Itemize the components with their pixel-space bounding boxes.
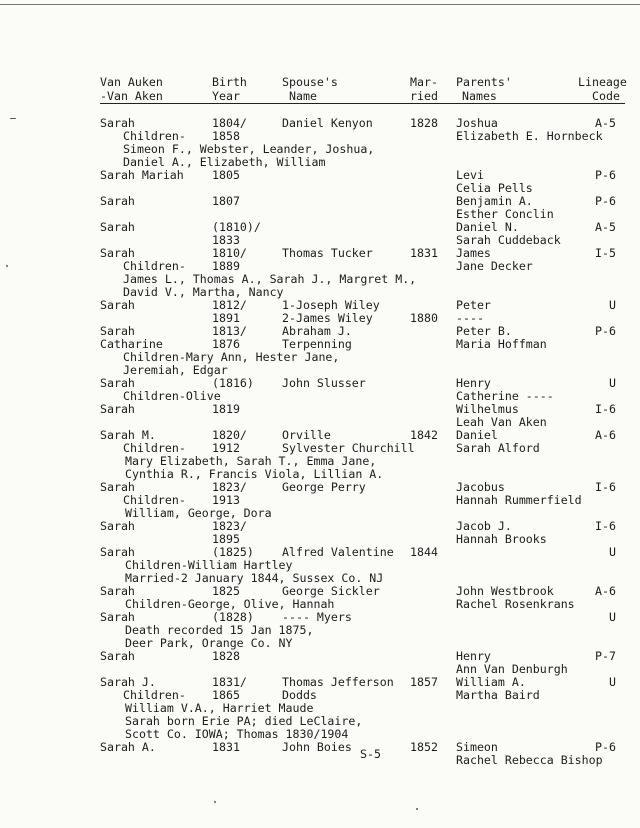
name-cell: Sarah bbox=[100, 584, 135, 598]
name-cell: Daniel A., Elizabeth, William bbox=[123, 155, 326, 169]
birth-year-cell: 1805 bbox=[212, 168, 240, 182]
parents-cell: Leah Van Aken bbox=[456, 415, 547, 429]
table-row bbox=[0, 624, 640, 637]
birth-year-cell: 1912 bbox=[212, 441, 240, 455]
birth-year-cell: 1823/ bbox=[212, 480, 247, 494]
header-underline bbox=[100, 103, 625, 104]
parents-cell: Benjamin A. bbox=[456, 194, 533, 208]
name-cell: Children- bbox=[123, 688, 186, 702]
parents-cell: Daniel N. bbox=[456, 220, 519, 234]
lineage-code-cell: U bbox=[609, 675, 616, 689]
spouse-cell: Terpenning bbox=[282, 337, 352, 351]
name-cell: Sarah bbox=[100, 480, 135, 494]
parents-cell: Ann Van Denburgh bbox=[456, 662, 568, 676]
parents-cell: Peter bbox=[456, 298, 491, 312]
birth-year-cell: 1810/ bbox=[212, 246, 247, 260]
name-cell: Sarah bbox=[100, 649, 135, 663]
lineage-code-cell: P-6 bbox=[595, 194, 616, 208]
name-cell: Sarah bbox=[100, 324, 135, 338]
spouse-cell: Daniel Kenyon bbox=[282, 116, 373, 130]
name-cell: Mary Elizabeth, Sarah T., Emma Jane, bbox=[125, 454, 377, 468]
lineage-code-cell: P-6 bbox=[595, 324, 616, 338]
parents-cell: Celia Pells bbox=[456, 181, 533, 195]
spouse-cell: Abraham J. bbox=[282, 324, 352, 338]
name-cell: Sarah bbox=[100, 194, 135, 208]
header-birth-line1: Birth bbox=[212, 75, 247, 89]
parents-cell: Hannah Rummerfield bbox=[456, 493, 582, 507]
name-cell: Children-Olive bbox=[123, 389, 221, 403]
lineage-code-cell: U bbox=[609, 610, 616, 624]
birth-year-cell: 1876 bbox=[212, 337, 240, 351]
parents-cell: John Westbrook bbox=[456, 584, 554, 598]
lineage-code-cell: I-6 bbox=[595, 519, 616, 533]
name-cell: Sarah bbox=[100, 376, 135, 390]
top-border-line bbox=[0, 4, 640, 5]
birth-year-cell: 1858 bbox=[212, 129, 240, 143]
parents-cell: Martha Baird bbox=[456, 688, 540, 702]
table-row bbox=[0, 611, 640, 624]
header-spouse-line2: Name bbox=[289, 89, 317, 103]
name-cell: Children- bbox=[123, 441, 186, 455]
parents-cell: William A. bbox=[456, 675, 526, 689]
birth-year-cell: 1804/ bbox=[212, 116, 247, 130]
lineage-code-cell: I-5 bbox=[595, 246, 616, 260]
parents-cell: Sarah Cuddeback bbox=[456, 233, 561, 247]
table-row bbox=[0, 182, 640, 195]
header-spouse-line1: Spouse's bbox=[282, 75, 338, 89]
lineage-code-cell: A-6 bbox=[595, 428, 616, 442]
table-row bbox=[0, 390, 640, 403]
parents-cell: Jacobus bbox=[456, 480, 505, 494]
name-cell: Sarah bbox=[100, 246, 135, 260]
birth-year-cell: 1812/ bbox=[212, 298, 247, 312]
name-cell: Sarah bbox=[100, 298, 135, 312]
parents-cell: James bbox=[456, 246, 491, 260]
parents-cell: Levi bbox=[456, 168, 484, 182]
married-year-cell: 1828 bbox=[410, 116, 438, 130]
birth-year-cell: 1913 bbox=[212, 493, 240, 507]
name-cell: Sarah bbox=[100, 519, 135, 533]
name-cell: Deer Park, Orange Co. NY bbox=[125, 636, 293, 650]
birth-year-cell: 1895 bbox=[212, 532, 240, 546]
table-row bbox=[0, 169, 640, 182]
birth-year-cell: 1807 bbox=[212, 194, 240, 208]
birth-year-cell: 1831/ bbox=[212, 675, 247, 689]
birth-year-cell: 1825 bbox=[212, 584, 240, 598]
name-cell: Children- bbox=[123, 493, 186, 507]
name-cell: Sarah J. bbox=[100, 675, 156, 689]
spouse-cell: 1-Joseph Wiley bbox=[282, 298, 380, 312]
spouse-cell: ---- Myers bbox=[282, 610, 352, 624]
table-row bbox=[0, 546, 640, 559]
lineage-code-cell: U bbox=[609, 376, 616, 390]
name-cell: William, George, Dora bbox=[125, 506, 272, 520]
parents-cell: Peter B. bbox=[456, 324, 512, 338]
name-cell: Sarah M. bbox=[100, 428, 156, 442]
name-cell: Sarah born Erie PA; died LeClaire, bbox=[125, 714, 363, 728]
header-birth-line2: Year bbox=[212, 89, 240, 103]
birth-year-cell: 1820/ bbox=[212, 428, 247, 442]
parents-cell: Elizabeth E. Hornbeck bbox=[456, 129, 603, 143]
birth-year-cell: (1828) bbox=[212, 610, 254, 624]
married-year-cell: 1842 bbox=[410, 428, 438, 442]
married-year-cell: 1852 bbox=[410, 740, 438, 754]
lineage-code-cell: A-6 bbox=[595, 584, 616, 598]
parents-cell: Rachel Rebecca Bishop bbox=[456, 753, 603, 767]
lineage-code-cell: I-6 bbox=[595, 480, 616, 494]
table-row bbox=[0, 208, 640, 221]
birth-year-cell: 1889 bbox=[212, 259, 240, 273]
parents-cell: Wilhelmus bbox=[456, 402, 519, 416]
birth-year-cell: 1865 bbox=[212, 688, 240, 702]
lineage-code-cell: U bbox=[609, 545, 616, 559]
married-year-cell: 1880 bbox=[410, 311, 438, 325]
parents-cell: Henry bbox=[456, 376, 491, 390]
name-cell: James L., Thomas A., Sarah J., Margret M., bbox=[123, 272, 417, 286]
table-row bbox=[0, 247, 640, 260]
birth-year-cell: 1823/ bbox=[212, 519, 247, 533]
parents-cell: Esther Conclin bbox=[456, 207, 554, 221]
lineage-code-cell: U bbox=[609, 298, 616, 312]
parents-cell: Jane Decker bbox=[456, 259, 533, 273]
spouse-cell: George Sickler bbox=[282, 584, 380, 598]
header-parents-line1: Parents' bbox=[456, 75, 512, 89]
page-number: S-5 bbox=[360, 747, 381, 761]
spouse-cell: Orville bbox=[282, 428, 331, 442]
birth-year-cell: 1813/ bbox=[212, 324, 247, 338]
parents-cell: Rachel Rosenkrans bbox=[456, 597, 575, 611]
spouse-cell: Dodds bbox=[282, 688, 317, 702]
name-cell: Catharine bbox=[100, 337, 163, 351]
parents-cell: Daniel bbox=[456, 428, 498, 442]
name-cell: Sarah A. bbox=[100, 740, 156, 754]
married-year-cell: 1844 bbox=[410, 545, 438, 559]
name-cell: Jeremiah, Edgar bbox=[123, 363, 228, 377]
name-cell: Children- bbox=[123, 129, 186, 143]
birth-year-cell: (1816) bbox=[212, 376, 254, 390]
parents-cell: Sarah Alford bbox=[456, 441, 540, 455]
name-cell: Death recorded 15 Jan 1875, bbox=[125, 623, 314, 637]
header-parents-line2: Names bbox=[462, 89, 497, 103]
name-cell: Sarah bbox=[100, 610, 135, 624]
birth-year-cell: (1810)/ bbox=[212, 220, 261, 234]
spouse-cell: John Boies bbox=[282, 740, 352, 754]
parents-cell: Henry bbox=[456, 649, 491, 663]
married-year-cell: 1831 bbox=[410, 246, 438, 260]
name-cell: Cynthia R., Francis Viola, Lillian A. bbox=[125, 467, 384, 481]
name-cell: Sarah bbox=[100, 402, 135, 416]
birth-year-cell: 1831 bbox=[212, 740, 240, 754]
parents-cell: Joshua bbox=[456, 116, 498, 130]
table-row bbox=[0, 676, 640, 689]
name-cell: Simeon F., Webster, Leander, Joshua, bbox=[123, 142, 375, 156]
header-married-line2: ried bbox=[410, 89, 438, 103]
parents-cell: Maria Hoffman bbox=[456, 337, 547, 351]
spouse-cell: Alfred Valentine bbox=[282, 545, 394, 559]
scan-mark bbox=[10, 118, 16, 119]
name-cell: David V., Martha, Nancy bbox=[123, 285, 284, 299]
table-row bbox=[0, 273, 640, 286]
spouse-cell: John Slusser bbox=[282, 376, 366, 390]
header-lineage-line2: Code bbox=[592, 89, 620, 103]
name-cell: Scott Co. IOWA; Thomas 1830/1904 bbox=[125, 727, 349, 741]
header-lineage-line1: Lineage bbox=[578, 75, 627, 89]
scan-mark bbox=[6, 265, 8, 267]
name-cell: Sarah bbox=[100, 220, 135, 234]
name-cell: Children-George, Olive, Hannah bbox=[125, 597, 335, 611]
lineage-code-cell: P-6 bbox=[595, 168, 616, 182]
birth-year-cell: 1833 bbox=[212, 233, 240, 247]
name-cell: Sarah bbox=[100, 545, 135, 559]
table-row bbox=[0, 156, 640, 169]
spouse-cell: George Perry bbox=[282, 480, 366, 494]
table-row bbox=[0, 637, 640, 650]
lineage-code-cell: I-6 bbox=[595, 402, 616, 416]
birth-year-cell: 1891 bbox=[212, 311, 240, 325]
parents-cell: Hannah Brooks bbox=[456, 532, 547, 546]
table-row bbox=[0, 351, 640, 364]
column-header bbox=[0, 76, 640, 104]
lineage-code-cell: A-5 bbox=[595, 220, 616, 234]
table-row bbox=[0, 689, 640, 702]
name-cell: Sarah bbox=[100, 116, 135, 130]
header-name-line1: Van Auken bbox=[100, 75, 163, 89]
birth-year-cell: 1828 bbox=[212, 649, 240, 663]
name-cell: Children-William Hartley bbox=[125, 558, 293, 572]
table-row bbox=[0, 494, 640, 507]
scan-mark bbox=[416, 808, 418, 810]
spouse-cell: Thomas Tucker bbox=[282, 246, 373, 260]
header-married-line1: Mar- bbox=[410, 75, 438, 89]
parents-cell: Simeon bbox=[456, 740, 498, 754]
parents-cell: ---- bbox=[456, 311, 484, 325]
name-cell: Children-Mary Ann, Hester Jane, bbox=[123, 350, 340, 364]
name-cell: Married-2 January 1844, Sussex Co. NJ bbox=[125, 571, 384, 585]
name-cell: William V.A., Harriet Maude bbox=[125, 701, 314, 715]
spouse-cell: 2-James Wiley bbox=[282, 311, 373, 325]
table-row bbox=[0, 507, 640, 520]
lineage-code-cell: P-7 bbox=[595, 649, 616, 663]
spouse-cell: Sylvester Churchill bbox=[282, 441, 415, 455]
name-cell: Children- bbox=[123, 259, 186, 273]
spouse-cell: Thomas Jefferson bbox=[282, 675, 394, 689]
birth-year-cell: (1825) bbox=[212, 545, 254, 559]
parents-cell: Catherine ---- bbox=[456, 389, 554, 403]
lineage-code-cell: P-6 bbox=[595, 740, 616, 754]
parents-cell: Jacob J. bbox=[456, 519, 512, 533]
table-row bbox=[0, 754, 640, 767]
header-name-line2: -Van Aken bbox=[100, 89, 163, 103]
scan-mark bbox=[214, 801, 216, 803]
name-cell: Sarah Mariah bbox=[100, 168, 184, 182]
birth-year-cell: 1819 bbox=[212, 402, 240, 416]
married-year-cell: 1857 bbox=[410, 675, 438, 689]
lineage-code-cell: A-5 bbox=[595, 116, 616, 130]
